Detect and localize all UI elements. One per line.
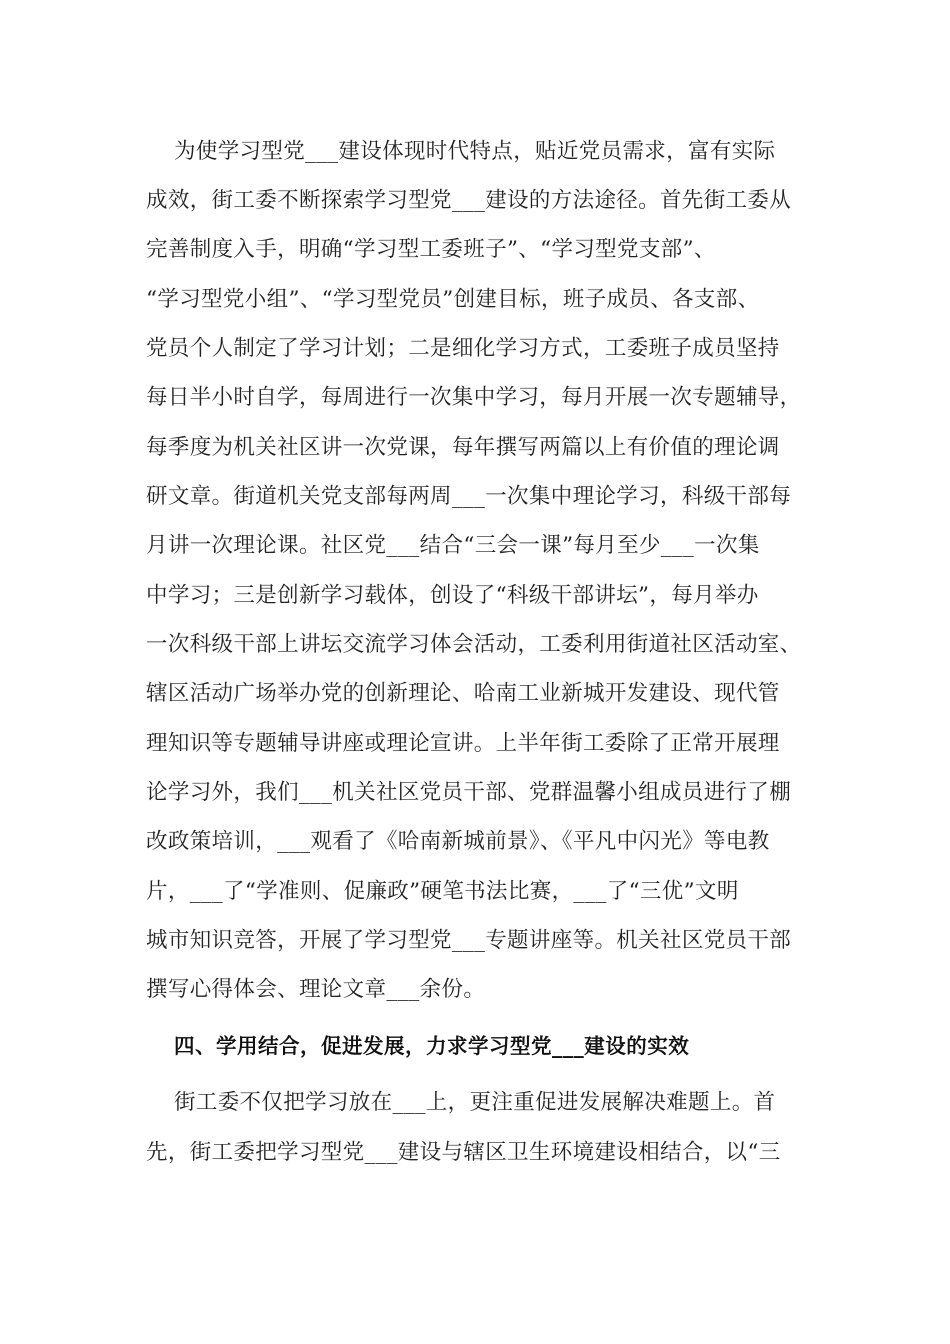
- paragraph-2-line-2: 先，街工委把学习型党___建设与辖区卫生环境建设相结合，以“三: [146, 1140, 781, 1165]
- paragraph-1-line-1: 为使学习型党___建设体现时代特点，贴近党员需求，富有实际: [174, 139, 776, 164]
- paragraph-1-line-9: 月讲一次理论课。社区党___结合“三会一课”每月至少___一次集: [146, 533, 760, 558]
- paragraph-1-line-17: 城市知识竞答，开展了学习型党___专题讲座等。机关社区党员干部: [146, 928, 792, 953]
- paragraph-1-line-8: 研文章。街道机关党支部每两周___一次集中理论学习，科级干部每: [146, 484, 792, 509]
- paragraph-1-line-12: 辖区活动广场举办党的创新理论、哈南工业新城开发建设、现代管: [146, 681, 780, 706]
- paragraph-1-line-10: 中学习；三是创新学习载体，创设了“科级干部讲坛”，每月举办: [146, 583, 759, 608]
- section-heading: 四、学用结合，促进发展，力求学习型党___建设的实效: [174, 1034, 690, 1058]
- paragraph-1-line-3: 完善制度入手，明确“学习型工委班子”、“学习型党支部”、: [146, 237, 716, 262]
- paragraph-1-line-14: 论学习外，我们___机关社区党员干部、党群温馨小组成员进行了棚: [146, 780, 792, 805]
- paragraph-1-line-13: 理知识等专题辅导讲座或理论宣讲。上半年街工委除了正常开展理: [146, 731, 780, 756]
- paragraph-1-line-16: 片，___了“学准则、促廉政”硬笔书法比赛，___了“三优”文明: [146, 879, 739, 904]
- paragraph-1-line-2: 成效，街工委不断探索学习型党___建设的方法途径。首先街工委从: [146, 188, 792, 213]
- paragraph-1-line-4: “学习型党小组”、“学习型党员”创建目标，班子成员、各支部、: [146, 287, 760, 312]
- paragraph-1-line-18: 撰写心得体会、理论文章___余份。: [146, 977, 486, 1002]
- paragraph-2-line-1: 街工委不仅把学习放在___上，更注重促进发展解决难题上。首: [174, 1090, 776, 1115]
- paragraph-1-line-15: 改政策培训，___观看了《哈南新城前景》、《平凡中闪光》等电教: [146, 829, 770, 854]
- paragraph-1-line-7: 每季度为机关社区讲一次党课，每年撰写两篇以上有价值的理论调: [146, 435, 780, 460]
- paragraph-1-line-11: 一次科级干部上讲坛交流学习体会活动，工委利用街道社区活动室、: [146, 632, 802, 657]
- paragraph-1-line-6: 每日半小时自学，每周进行一次集中学习，每月开展一次专题辅导，: [146, 385, 802, 410]
- paragraph-1-line-5: 党员个人制定了学习计划；二是细化学习方式，工委班子成员坚持: [146, 336, 780, 361]
